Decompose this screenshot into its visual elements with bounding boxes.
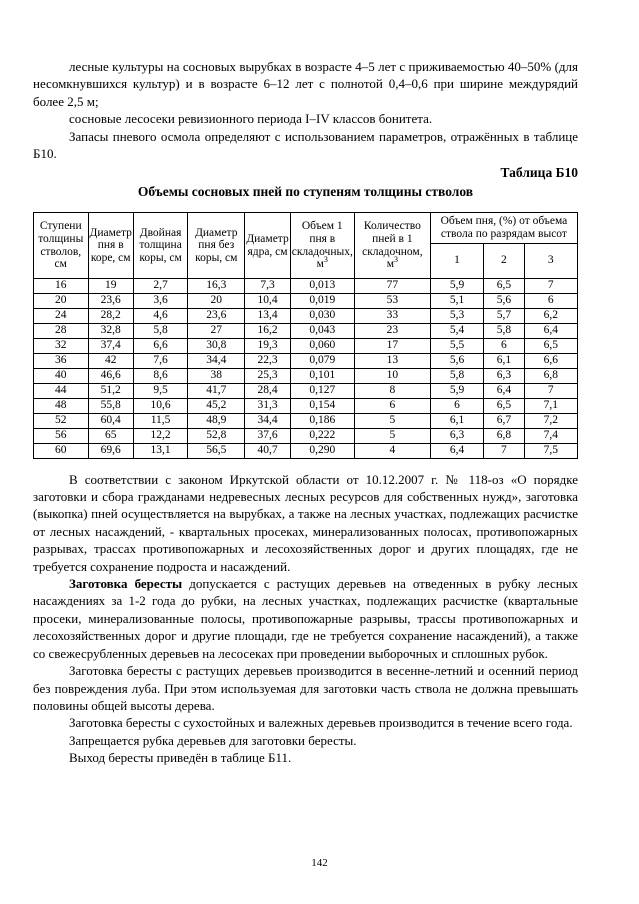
table-cell: 33	[354, 308, 430, 323]
table-cell: 8	[354, 383, 430, 398]
table-cell: 0,127	[290, 383, 354, 398]
table-cell: 25,3	[245, 368, 290, 383]
header-height-class-1: 1	[430, 243, 483, 278]
table-cell: 31,3	[245, 398, 290, 413]
table-cell: 4	[354, 443, 430, 458]
table-cell: 7	[524, 278, 577, 293]
header-stump-count: Количество пней в 1 складочном, $м^3$	[354, 213, 430, 278]
table-cell: 7	[484, 443, 524, 458]
stump-volume-table	[33, 212, 578, 458]
table-cell: 7,5	[524, 443, 577, 458]
table-cell: 16,2	[245, 323, 290, 338]
table-cell: 40,7	[245, 443, 290, 458]
table-cell: 10,6	[133, 398, 187, 413]
paragraph-dead-trees: Заготовка бересты с сухостойных и валежных деревьев производится в течение всего года.	[69, 715, 573, 731]
table-cell: 6,2	[524, 308, 577, 323]
table-row	[34, 353, 578, 368]
paragraph-growing-trees: Заготовка бересты с растущих деревьев производится в весенне-летний и осенний период без повреждения луба. При этом используемая для заготовки часть ствола не должна превышать половины общей высоты дерева.	[33, 663, 578, 713]
header-stump-diameter-bark: Диаметр пня в коре, см	[88, 213, 133, 278]
table-cell: 7,4	[524, 428, 577, 443]
table-cell: 5,7	[484, 308, 524, 323]
table-cell: 12,2	[133, 428, 187, 443]
table-row	[34, 443, 578, 458]
paragraph-bark-yield: Выход бересты приведён в таблице Б11.	[69, 750, 292, 766]
table-cell: 20	[34, 293, 89, 308]
header-stump-volume: Объем 1 пня в складочных, $м^3$	[290, 213, 354, 278]
table-cell: 5,5	[430, 338, 483, 353]
table-cell: 30,8	[188, 338, 245, 353]
table-cell: 32	[34, 338, 89, 353]
table-cell: 28,2	[88, 308, 133, 323]
table-cell: 5,9	[430, 278, 483, 293]
header-stump-diameter-nobark: Диаметр пня без коры, см	[188, 213, 245, 278]
table-title: Объемы сосновых пней по ступеням толщины стволов	[137, 184, 474, 200]
page-number: 142	[311, 857, 328, 869]
table-cell: 6,1	[484, 353, 524, 368]
table-cell: 6	[484, 338, 524, 353]
table-cell: 6,3	[484, 368, 524, 383]
table-cell: 5	[354, 413, 430, 428]
birch-bark-heading: Заготовка бересты	[69, 576, 183, 592]
table-cell: 34,4	[188, 353, 245, 368]
table-cell: 0,222	[290, 428, 354, 443]
table-cell: 6,7	[484, 413, 524, 428]
table-cell: 7,6	[133, 353, 187, 368]
table-cell: 56,5	[188, 443, 245, 458]
table-cell: 10	[354, 368, 430, 383]
table-cell: 0,043	[290, 323, 354, 338]
table-cell: 7	[524, 383, 577, 398]
table-cell: 28	[34, 323, 89, 338]
header-double-bark: Двойная толщина коры, см	[133, 213, 187, 278]
table-row	[34, 338, 578, 353]
table-cell: 2,7	[133, 278, 187, 293]
table-cell: 6,3	[430, 428, 483, 443]
table-row	[34, 278, 578, 293]
table-header-row	[34, 213, 578, 243]
table-cell: 36	[34, 353, 89, 368]
header-height-class-3: 3	[524, 243, 577, 278]
table-cell: 0,030	[290, 308, 354, 323]
table-cell: 0,290	[290, 443, 354, 458]
paragraph-forest-cultures: лесные культуры на сосновых вырубках в возрасте 4–5 лет с приживаемостью 40–50% (для несомкнувшихся культур) и в возрасте 6–12 лет с полнотой 0,4–0,6 при ширине междурядий более 2,5 м;	[33, 59, 578, 109]
header-height-class-2: 2	[484, 243, 524, 278]
table-cell: 6,8	[524, 368, 577, 383]
table-cell: 6,4	[430, 443, 483, 458]
table-cell: 5,8	[133, 323, 187, 338]
table-cell: 44	[34, 383, 89, 398]
table-row	[34, 293, 578, 308]
table-cell: 6	[524, 293, 577, 308]
table-cell: 5,1	[430, 293, 483, 308]
table-cell: 53	[354, 293, 430, 308]
table-cell: 24	[34, 308, 89, 323]
paragraph-irkutsk-law: В соответствии с законом Иркутской области от 10.12.2007 г. № 118-оз «О порядке заготовки и сбора гражданами недревесных лесных ресурсов для собственных нужд», заготовка (выкопка) пней осуществляется на вырубках, а также на лесных участках, подлежащих расчистке от лесных насаждений, - квартальных просеках, минерализованных полосах, противопожарных разрывах, трассах противопожарных и лесохозяйственных дорог и других площадях, где не требуется сохранение подроста и насаждений.	[33, 471, 578, 574]
table-cell: 22,3	[245, 353, 290, 368]
table-cell: 13	[354, 353, 430, 368]
table-cell: 3,6	[133, 293, 187, 308]
table-cell: 52	[34, 413, 89, 428]
table-cell: 19	[88, 278, 133, 293]
table-row	[34, 398, 578, 413]
table-cell: 48	[34, 398, 89, 413]
table-cell: 52,8	[188, 428, 245, 443]
table-cell: 0,101	[290, 368, 354, 383]
table-cell: 60,4	[88, 413, 133, 428]
table-cell: 69,6	[88, 443, 133, 458]
table-cell: 5	[354, 428, 430, 443]
table-cell: 5,8	[484, 323, 524, 338]
birch-bark-text: допускается с растущих деревьев на отведенных в рубку лесных насаждениях за 1-2 года до рубки, на лесных участках, подлежащих расчистке (квартальные просеки, минерализованные полосы, противопожарные разрывы, трассы противопожарных и лесохозяйственных дорог и другие площади, где не требуется сохранение насаждений), а также со свежесрубленных деревьев на лесосеках при проведении выборочных и сплошных рубок.	[33, 576, 578, 661]
header-volume-percent-group: Объем пня, (%) от объема ствола по разрядам высот	[430, 213, 577, 243]
table-cell: 7,1	[524, 398, 577, 413]
table-cell: 23,6	[88, 293, 133, 308]
page-content	[33, 58, 578, 767]
table-cell: 40	[34, 368, 89, 383]
table-cell: 56	[34, 428, 89, 443]
table-cell: 6,5	[484, 398, 524, 413]
header-diameter-step: Ступени толщины стволов, см	[34, 213, 89, 278]
table-cell: 37,4	[88, 338, 133, 353]
table-cell: 4,6	[133, 308, 187, 323]
paragraph-prohibition: Запрещается рубка деревьев для заготовки бересты.	[69, 732, 357, 748]
table-cell: 5,9	[430, 383, 483, 398]
table-cell: 65	[88, 428, 133, 443]
table-cell: 6,4	[524, 323, 577, 338]
table-cell: 0,154	[290, 398, 354, 413]
table-cell: 10,4	[245, 293, 290, 308]
table-cell: 6,5	[484, 278, 524, 293]
paragraph-resin-stocks: Запасы пневого осмола определяют с использованием параметров, отражённых в таблице Б10.	[33, 128, 578, 162]
paragraph-birch-bark-harvest	[33, 575, 578, 662]
table-cell: 6,8	[484, 428, 524, 443]
table-cell: 16,3	[188, 278, 245, 293]
table-cell: 77	[354, 278, 430, 293]
table-cell: 0,019	[290, 293, 354, 308]
table-cell: 6	[354, 398, 430, 413]
table-cell: 27	[188, 323, 245, 338]
table-caption: Таблица Б10	[500, 165, 578, 181]
table-cell: 23	[354, 323, 430, 338]
table-cell: 5,3	[430, 308, 483, 323]
table-cell: 48,9	[188, 413, 245, 428]
table-cell: 5,8	[430, 368, 483, 383]
table-cell: 38	[188, 368, 245, 383]
table-cell: 7,2	[524, 413, 577, 428]
table-row	[34, 413, 578, 428]
table-cell: 5,6	[484, 293, 524, 308]
table-cell: 32,8	[88, 323, 133, 338]
table-cell: 45,2	[188, 398, 245, 413]
table-cell: 16	[34, 278, 89, 293]
table-cell: 41,7	[188, 383, 245, 398]
table-cell: 23,6	[188, 308, 245, 323]
table-cell: 20	[188, 293, 245, 308]
table-cell: 0,079	[290, 353, 354, 368]
table-cell: 0,186	[290, 413, 354, 428]
table-row	[34, 308, 578, 323]
table-cell: 19,3	[245, 338, 290, 353]
table-cell: 34,4	[245, 413, 290, 428]
table-cell: 6,6	[524, 353, 577, 368]
table-cell: 6,6	[133, 338, 187, 353]
table-cell: 17	[354, 338, 430, 353]
table-cell: 0,060	[290, 338, 354, 353]
paragraph-pine-cuttings: сосновые лесосеки ревизионного периода I–IV классов бонитета.	[69, 111, 433, 127]
table-cell: 13,4	[245, 308, 290, 323]
table-cell: 11,5	[133, 413, 187, 428]
table-row	[34, 368, 578, 383]
table-cell: 8,6	[133, 368, 187, 383]
table-cell: 6,4	[484, 383, 524, 398]
table-cell: 55,8	[88, 398, 133, 413]
table-cell: 13,1	[133, 443, 187, 458]
table-cell: 6,5	[524, 338, 577, 353]
table-cell: 60	[34, 443, 89, 458]
table-cell: 6,1	[430, 413, 483, 428]
table-cell: 28,4	[245, 383, 290, 398]
table-row	[34, 383, 578, 398]
table-cell: 5,6	[430, 353, 483, 368]
table-cell: 46,6	[88, 368, 133, 383]
table-cell: 51,2	[88, 383, 133, 398]
table-row	[34, 323, 578, 338]
table-row	[34, 428, 578, 443]
table-cell: 7,3	[245, 278, 290, 293]
table-cell: 5,4	[430, 323, 483, 338]
table-cell: 6	[430, 398, 483, 413]
table-cell: 37,6	[245, 428, 290, 443]
table-cell: 9,5	[133, 383, 187, 398]
table-cell: 42	[88, 353, 133, 368]
table-cell: 0,013	[290, 278, 354, 293]
header-core-diameter: Диаметр ядра, см	[245, 213, 290, 278]
